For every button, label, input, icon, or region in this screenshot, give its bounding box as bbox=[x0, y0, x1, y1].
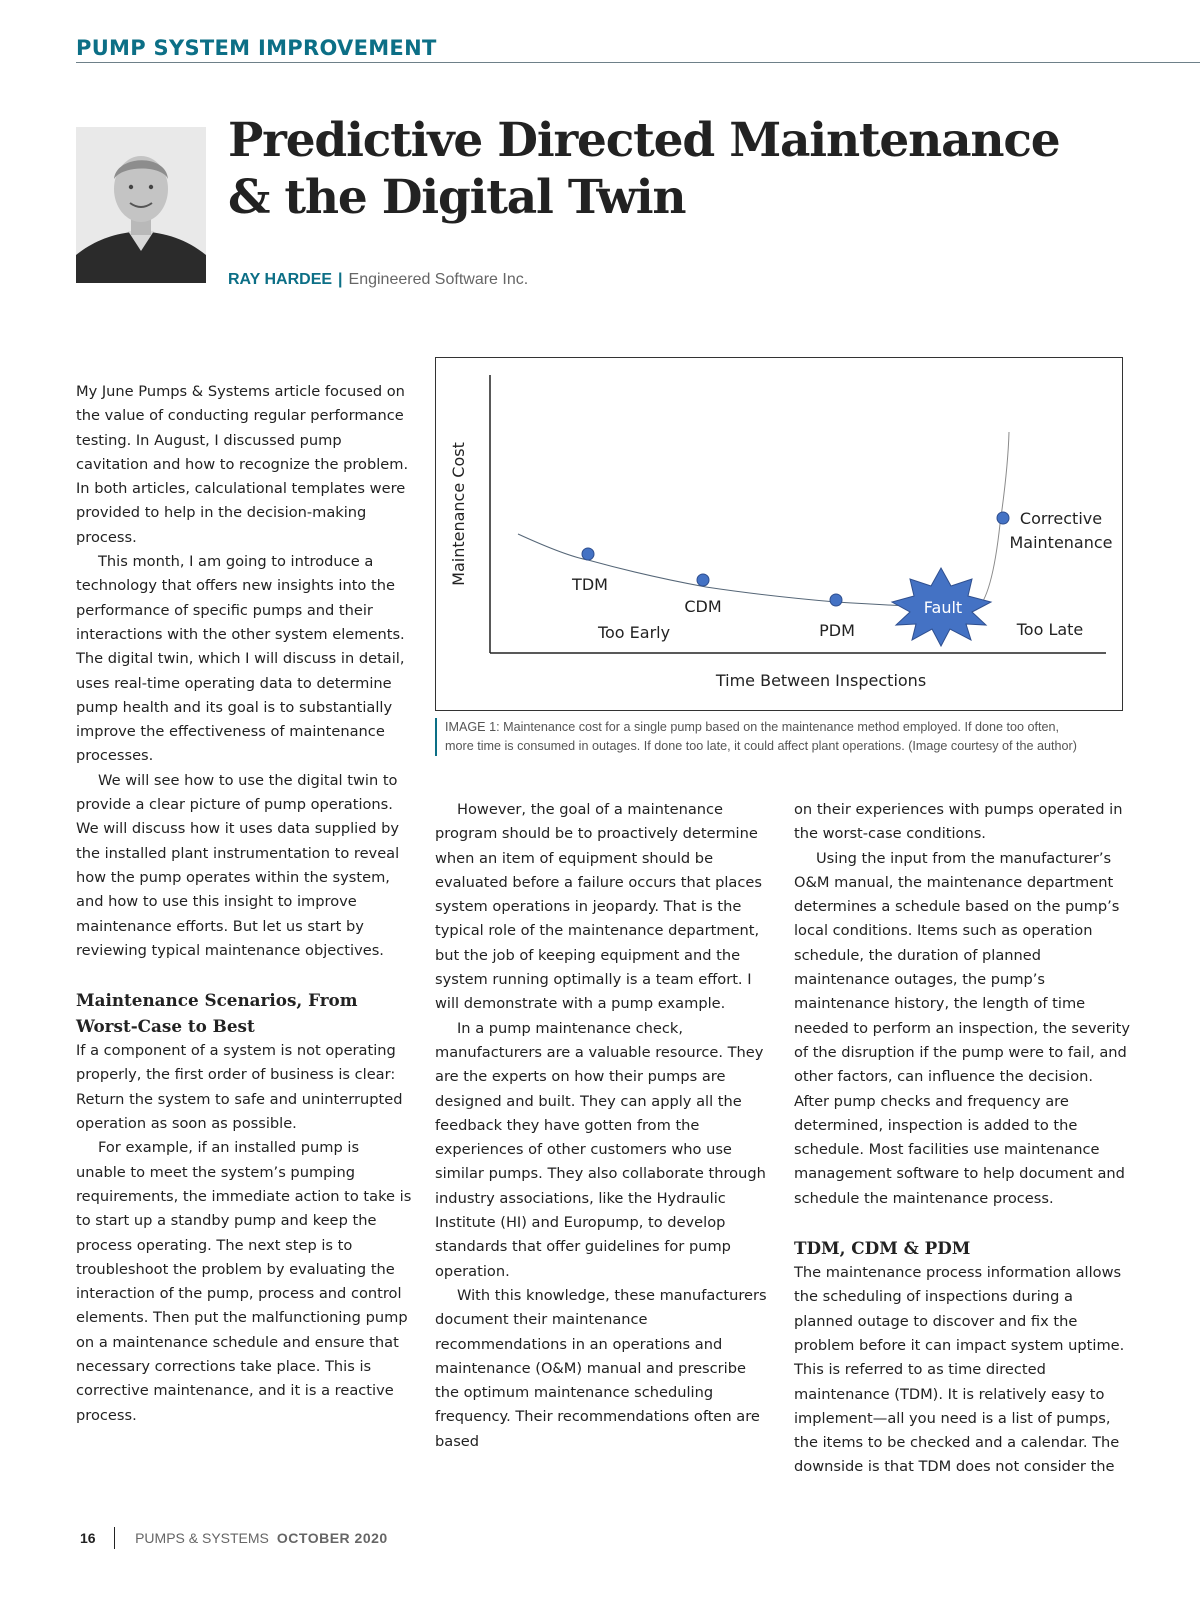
author-photo bbox=[76, 127, 206, 283]
footer-divider bbox=[114, 1527, 116, 1549]
cdm-label: CDM bbox=[684, 597, 722, 616]
article-title bbox=[228, 112, 1128, 226]
paragraph: With this knowledge, these manufacturers document their maintenance recommendations in an operations and maintenance (O&M) manual and prescribe the optimum maintenance scheduling frequency. Their recommendations often are based bbox=[435, 1286, 767, 1450]
paragraph: For example, if an installed pump is unable to meet the system’s pumping requirements, the immediate action to take is to start up a standby pump and keep the process operating. The next step is to troubleshoot the problem by evaluating the interaction of the pump, process and control elements. Then put the malfunctioning pump on a maintenance schedule and ensure that necessary corrections take place. This is corrective maintenance, and it is a reactive process. bbox=[76, 1139, 412, 1424]
fault-label: Fault bbox=[923, 598, 963, 617]
title-line-2: & the Digital Twin bbox=[228, 170, 686, 225]
paragraph: This month, I am going to introduce a technology that offers new insights into the performance of specific pumps and their interactions with the other system elements. The digital twin, which I will discuss in detail, uses real-time operating data to determine pump health and its goal is to substantially improve the effectiveness of maintenance processes. bbox=[76, 553, 405, 765]
byline-separator: | bbox=[338, 271, 343, 288]
x-axis-label: Time Between Inspections bbox=[715, 671, 927, 690]
author-affiliation: Engineered Software Inc. bbox=[348, 271, 529, 288]
too-late-label: Too Late bbox=[1016, 620, 1084, 639]
paragraph: However, the goal of a maintenance program should be to proactively determine when an item of equipment should be evaluated before a failure occurs that places system operations in jeopardy. That is the typical role of the maintenance department, but the job of keeping equipment and the system running optimally is a team effort. I will demonstrate with a pump example. bbox=[435, 801, 762, 1013]
tdm-label: TDM bbox=[572, 575, 608, 594]
figure-chart bbox=[435, 357, 1123, 711]
page-footer bbox=[80, 1527, 388, 1549]
pdm-label: PDM bbox=[819, 621, 855, 640]
page-number: 16 bbox=[80, 1530, 96, 1546]
byline bbox=[228, 271, 528, 289]
body-column-1 bbox=[76, 380, 412, 1428]
cdm-point bbox=[697, 574, 709, 586]
body-column-2 bbox=[435, 798, 771, 1454]
tdm-point bbox=[582, 548, 594, 560]
paragraph: The maintenance process information allows the scheduling of inspections during a planned outage to discover and fix the problem before it can impact system uptime. This is referred to as time directed maintenance (TDM). It is relatively easy to implement—all you need is a list of pumps, the items to be checked and a calendar. The downside is that TDM does not consider the bbox=[794, 1264, 1125, 1476]
section-title: PUMP SYSTEM IMPROVEMENT bbox=[76, 36, 437, 60]
too-early-label: Too Early bbox=[597, 623, 671, 642]
section-header bbox=[76, 36, 1200, 63]
corrective-point bbox=[997, 512, 1009, 524]
subheading: Maintenance Scenarios, From Worst-Case to Best bbox=[76, 990, 358, 1037]
subheading: TDM, CDM & PDM bbox=[794, 1238, 971, 1259]
publication-name: PUMPS & SYSTEMS bbox=[135, 1530, 269, 1546]
paragraph: My June Pumps & Systems article focused on the value of conducting regular performance testing. In August, I discussed pump cavitation and how to recognize the problem. In both articles, calculational templates were provided to help in the decision-making process. bbox=[76, 383, 409, 546]
body-column-3 bbox=[794, 798, 1130, 1480]
pdm-point bbox=[830, 594, 842, 606]
y-axis-label: Maintenance Cost bbox=[449, 442, 468, 586]
author-name: RAY HARDEE bbox=[228, 271, 333, 288]
corrective-label-line-1: Corrective bbox=[1019, 509, 1103, 528]
issue-date: OCTOBER 2020 bbox=[276, 1530, 388, 1546]
title-line-1: Predictive Directed Maintenance bbox=[228, 113, 1060, 168]
corrective-label-line-2: Maintenance bbox=[1009, 533, 1113, 552]
paragraph: on their experiences with pumps operated in the worst-case conditions. bbox=[794, 801, 1123, 843]
paragraph: Using the input from the manufacturer’s O&M manual, the maintenance department determines a schedule based on the pump’s local conditions. Items such as operation schedule, the duration of planned maintenance outages, the pump’s maintenance history, the length of time needed to perform an inspection, the severity of the disruption if the pump were to fail, and other factors, can influence the decision. After pump checks and frequency are determined, inspection is added to the schedule. Most facilities use maintenance management software to help document and schedule the maintenance process. bbox=[794, 849, 1130, 1207]
figure-caption: IMAGE 1: Maintenance cost for a single pump based on the maintenance method employed. If done too often, more time is consumed in outages. If done too late, it could affect plant operations. (Image courtesy of the author) bbox=[435, 718, 1085, 756]
paragraph: If a component of a system is not operating properly, the first order of business is clear: Return the system to safe and uninterrupted operation as soon as possible. bbox=[76, 1042, 403, 1133]
paragraph: In a pump maintenance check, manufacturers are a valuable resource. They are the experts on how their pumps are designed and built. They can apply all the feedback they have gotten from the experiences of other customers who use similar pumps. They also collaborate through industry associations, like the Hydraulic Institute (HI) and Europump, to develop standards that offer guidelines for pump operation. bbox=[435, 1019, 766, 1280]
paragraph: We will see how to use the digital twin to provide a clear picture of pump operations. We will discuss how it uses data supplied by the installed plant instrumentation to reveal how the pump operates within the system, and how to use this insight to improve maintenance efforts. But let us start by reviewing typical maintenance objectives. bbox=[76, 771, 400, 959]
